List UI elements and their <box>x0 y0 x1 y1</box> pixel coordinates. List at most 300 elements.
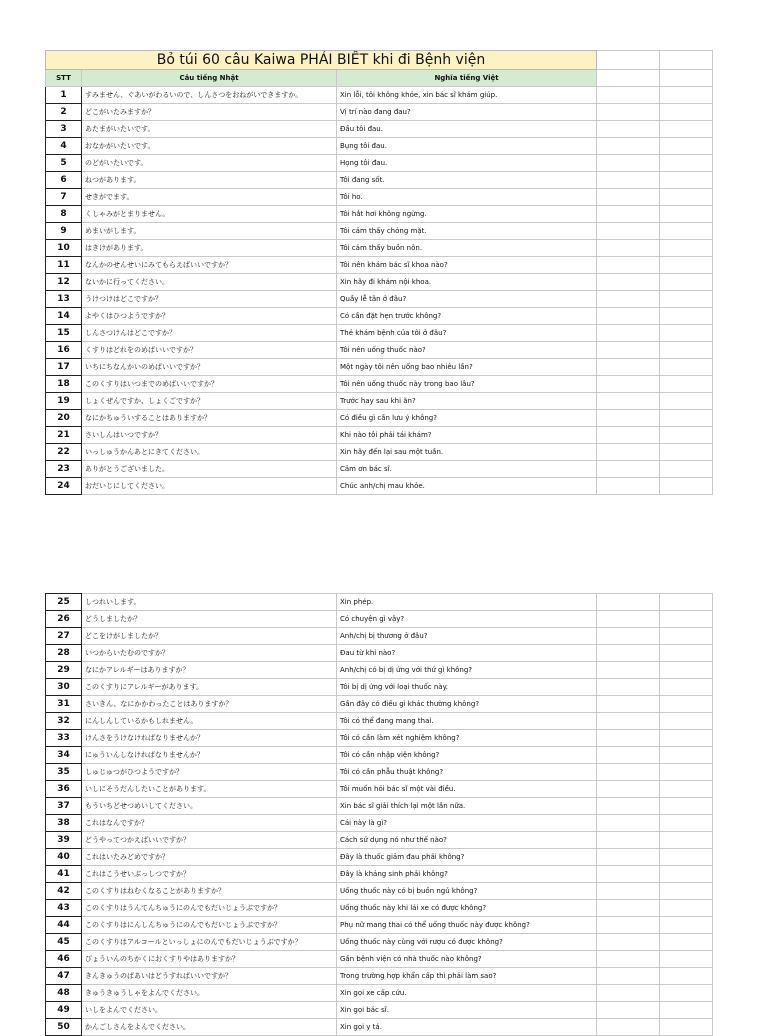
row-number: 16 <box>46 342 82 359</box>
row-number: 20 <box>46 410 82 427</box>
phrase-row <box>46 730 713 747</box>
japanese-phrase: さいきん、なにかかわったことはありますか？ <box>82 696 337 713</box>
empty-cell <box>597 87 660 104</box>
empty-cell <box>660 87 713 104</box>
row-number: 3 <box>46 121 82 138</box>
vietnamese-meaning: Phụ nữ mang thai có thể uống thuốc này được không? <box>337 917 597 934</box>
empty-cell <box>597 849 660 866</box>
empty-cell <box>660 223 713 240</box>
vietnamese-meaning: Xin bác sĩ giải thích lại một lần nữa. <box>337 798 597 815</box>
row-number: 42 <box>46 883 82 900</box>
empty-cell <box>597 866 660 883</box>
empty-cell <box>660 968 713 985</box>
empty-cell <box>660 444 713 461</box>
vietnamese-meaning: Quầy lễ tân ở đâu? <box>337 291 597 308</box>
row-number: 49 <box>46 1002 82 1019</box>
empty-cell <box>660 342 713 359</box>
empty-cell <box>597 376 660 393</box>
phrase-row <box>46 427 713 444</box>
vietnamese-meaning: Gần đây có điều gì khác thường không? <box>337 696 597 713</box>
japanese-phrase: いしにそうだんしたいことがあります。 <box>82 781 337 798</box>
empty-cell <box>597 478 660 495</box>
japanese-phrase: きゅうきゅうしゃをよんでください。 <box>82 985 337 1002</box>
japanese-phrase: いしをよんでください。 <box>82 1002 337 1019</box>
empty-cell <box>597 342 660 359</box>
vietnamese-meaning: Xin gọi xe cấp cứu. <box>337 985 597 1002</box>
row-number: 28 <box>46 645 82 662</box>
phrase-row <box>46 478 713 495</box>
phrase-row <box>46 257 713 274</box>
empty-cell <box>660 866 713 883</box>
vietnamese-meaning: Đây là thuốc giảm đau phải không? <box>337 849 597 866</box>
row-number: 32 <box>46 713 82 730</box>
row-number: 7 <box>46 189 82 206</box>
row-number: 15 <box>46 325 82 342</box>
vietnamese-meaning: Tôi bị dị ứng với loại thuốc này. <box>337 679 597 696</box>
empty-cell <box>597 325 660 342</box>
empty-cell <box>660 934 713 951</box>
row-number: 31 <box>46 696 82 713</box>
row-number: 18 <box>46 376 82 393</box>
vietnamese-meaning: Uống thuốc này có bị buồn ngủ không? <box>337 883 597 900</box>
empty-cell <box>660 662 713 679</box>
row-number: 33 <box>46 730 82 747</box>
vietnamese-meaning: Tôi có cần làm xét nghiệm không? <box>337 730 597 747</box>
empty-cell <box>660 628 713 645</box>
phrase-row <box>46 342 713 359</box>
vietnamese-meaning: Họng tôi đau. <box>337 155 597 172</box>
empty-cell <box>597 900 660 917</box>
vietnamese-meaning: Xin gọi y tá. <box>337 1019 597 1036</box>
empty-cell <box>660 696 713 713</box>
phrase-row <box>46 985 713 1002</box>
vietnamese-meaning: Tôi hắt hơi không ngừng. <box>337 206 597 223</box>
row-number: 19 <box>46 393 82 410</box>
vietnamese-meaning: Tôi có thể đang mang thai. <box>337 713 597 730</box>
empty-cell <box>660 410 713 427</box>
row-number: 8 <box>46 206 82 223</box>
phrase-row <box>46 325 713 342</box>
empty-cell <box>597 883 660 900</box>
japanese-phrase: なにかアレルギーはありますか？ <box>82 662 337 679</box>
phrase-row <box>46 917 713 934</box>
phrase-table-top <box>45 50 713 495</box>
empty-cell <box>660 849 713 866</box>
vietnamese-meaning: Vị trí nào đang đau? <box>337 104 597 121</box>
vietnamese-meaning: Cảm ơn bác sĩ. <box>337 461 597 478</box>
empty-cell <box>597 968 660 985</box>
phrase-row <box>46 968 713 985</box>
row-number: 24 <box>46 478 82 495</box>
row-number: 36 <box>46 781 82 798</box>
japanese-phrase: くすりはどれをのめばいいですか？ <box>82 342 337 359</box>
vietnamese-meaning: Tôi có cần phẫu thuật không? <box>337 764 597 781</box>
vietnamese-meaning: Xin gọi bác sĩ. <box>337 1002 597 1019</box>
empty-cell <box>597 645 660 662</box>
empty-cell <box>660 798 713 815</box>
empty-cell <box>597 917 660 934</box>
header-jp: Câu tiếng Nhật <box>82 70 337 87</box>
vietnamese-meaning: Tôi muốn hỏi bác sĩ một vài điều. <box>337 781 597 798</box>
empty-cell <box>597 934 660 951</box>
japanese-phrase: すみません、ぐあいがわるいので、しんさつをおねがいできますか。 <box>82 87 337 104</box>
row-number: 29 <box>46 662 82 679</box>
vietnamese-meaning: Tôi cảm thấy buồn nôn. <box>337 240 597 257</box>
vietnamese-meaning: Uống thuốc này cùng với rượu có được không? <box>337 934 597 951</box>
row-number: 45 <box>46 934 82 951</box>
japanese-phrase: このくすりはいつまでのめばいいですか？ <box>82 376 337 393</box>
vietnamese-meaning: Đây là kháng sinh phải không? <box>337 866 597 883</box>
empty-cell <box>660 155 713 172</box>
empty-cell <box>597 189 660 206</box>
phrase-row <box>46 206 713 223</box>
row-number: 37 <box>46 798 82 815</box>
row-number: 12 <box>46 274 82 291</box>
empty-cell <box>597 713 660 730</box>
vietnamese-meaning: Đầu tôi đau. <box>337 121 597 138</box>
row-number: 40 <box>46 849 82 866</box>
empty-cell <box>597 747 660 764</box>
empty-cell <box>597 291 660 308</box>
row-number: 17 <box>46 359 82 376</box>
empty-cell <box>660 832 713 849</box>
empty-cell <box>660 781 713 798</box>
japanese-phrase: おなかがいたいです。 <box>82 138 337 155</box>
empty-cell <box>597 121 660 138</box>
japanese-phrase: けんさをうけなければなりませんか？ <box>82 730 337 747</box>
row-number: 1 <box>46 87 82 104</box>
empty-cell <box>597 410 660 427</box>
empty-cell <box>660 51 713 70</box>
empty-cell <box>660 747 713 764</box>
empty-cell <box>660 900 713 917</box>
vietnamese-meaning: Cái này là gì? <box>337 815 597 832</box>
vietnamese-meaning: Có chuyện gì vậy? <box>337 611 597 628</box>
empty-cell <box>660 1002 713 1019</box>
phrase-row <box>46 696 713 713</box>
japanese-phrase: にゅういんしなければなりませんか？ <box>82 747 337 764</box>
vietnamese-meaning: Một ngày tôi nên uống bao nhiêu lần? <box>337 359 597 376</box>
japanese-phrase: おだいじにしてください。 <box>82 478 337 495</box>
phrase-row <box>46 172 713 189</box>
row-number: 44 <box>46 917 82 934</box>
vietnamese-meaning: Anh/chị bị thương ở đâu? <box>337 628 597 645</box>
phrase-row <box>46 240 713 257</box>
empty-cell <box>660 679 713 696</box>
empty-cell <box>660 427 713 444</box>
japanese-phrase: しんさつけんはどこですか？ <box>82 325 337 342</box>
phrase-row <box>46 138 713 155</box>
japanese-phrase: これはこうせいぶっしつですか？ <box>82 866 337 883</box>
phrase-row <box>46 645 713 662</box>
japanese-phrase: せきがでます。 <box>82 189 337 206</box>
vietnamese-meaning: Tôi có cần nhập viện không? <box>337 747 597 764</box>
row-number: 48 <box>46 985 82 1002</box>
empty-cell <box>660 104 713 121</box>
phrase-row <box>46 359 713 376</box>
japanese-phrase: なんかのせんせいにみてもらえばいいですか？ <box>82 257 337 274</box>
japanese-phrase: このくすりはにんしんちゅうにのんでもだいじょうぶですか？ <box>82 917 337 934</box>
vietnamese-meaning: Gần bệnh viện có nhà thuốc nào không? <box>337 951 597 968</box>
phrase-row <box>46 189 713 206</box>
empty-cell <box>597 444 660 461</box>
phrase-row <box>46 104 713 121</box>
japanese-phrase: はきけがあります。 <box>82 240 337 257</box>
phrase-row <box>46 713 713 730</box>
phrase-row <box>46 444 713 461</box>
empty-cell <box>660 985 713 1002</box>
empty-cell <box>660 917 713 934</box>
empty-cell <box>660 359 713 376</box>
phrase-row <box>46 223 713 240</box>
empty-cell <box>660 325 713 342</box>
row-number: 11 <box>46 257 82 274</box>
row-number: 43 <box>46 900 82 917</box>
row-number: 38 <box>46 815 82 832</box>
phrase-row <box>46 832 713 849</box>
empty-cell <box>660 951 713 968</box>
empty-cell <box>660 376 713 393</box>
phrase-row <box>46 393 713 410</box>
phrase-row <box>46 679 713 696</box>
empty-cell <box>660 121 713 138</box>
empty-cell <box>597 393 660 410</box>
vietnamese-meaning: Tôi nên khám bác sĩ khoa nào? <box>337 257 597 274</box>
empty-cell <box>597 51 660 70</box>
vietnamese-meaning: Xin lỗi, tôi không khỏe, xin bác sĩ khám giúp. <box>337 87 597 104</box>
row-number: 46 <box>46 951 82 968</box>
japanese-phrase: しつれいします。 <box>82 594 337 611</box>
phrase-row <box>46 611 713 628</box>
empty-cell <box>597 679 660 696</box>
empty-cell <box>597 240 660 257</box>
empty-cell <box>597 951 660 968</box>
phrase-row <box>46 866 713 883</box>
row-number: 47 <box>46 968 82 985</box>
empty-cell <box>597 206 660 223</box>
vietnamese-meaning: Đau từ khi nào? <box>337 645 597 662</box>
empty-cell <box>597 70 660 87</box>
phrase-row <box>46 815 713 832</box>
row-number: 10 <box>46 240 82 257</box>
header-vi: Nghĩa tiếng Việt <box>337 70 597 87</box>
empty-cell <box>597 257 660 274</box>
empty-cell <box>597 172 660 189</box>
row-number: 2 <box>46 104 82 121</box>
vietnamese-meaning: Xin hãy đi khám nội khoa. <box>337 274 597 291</box>
vietnamese-meaning: Trước hay sau khi ăn? <box>337 393 597 410</box>
empty-cell <box>597 628 660 645</box>
phrase-row <box>46 951 713 968</box>
phrase-row <box>46 781 713 798</box>
empty-cell <box>660 730 713 747</box>
empty-cell <box>597 427 660 444</box>
vietnamese-meaning: Có điều gì cần lưu ý không? <box>337 410 597 427</box>
japanese-phrase: このくすりはねむくなることがありますか？ <box>82 883 337 900</box>
phrase-row <box>46 1019 713 1036</box>
phrase-row <box>46 594 713 611</box>
japanese-phrase: びょういんのちかくにおくすりやはありますか？ <box>82 951 337 968</box>
empty-cell <box>597 1002 660 1019</box>
phrase-row <box>46 410 713 427</box>
row-number: 21 <box>46 427 82 444</box>
vietnamese-meaning: Tôi nên uống thuốc này trong bao lâu? <box>337 376 597 393</box>
japanese-phrase: くしゃみがとまりません。 <box>82 206 337 223</box>
empty-cell <box>597 832 660 849</box>
japanese-phrase: あたまがいたいです。 <box>82 121 337 138</box>
empty-cell <box>660 70 713 87</box>
vietnamese-meaning: Xin phép. <box>337 594 597 611</box>
japanese-phrase: かんごしさんをよんでください。 <box>82 1019 337 1036</box>
empty-cell <box>597 594 660 611</box>
phrase-row <box>46 1002 713 1019</box>
phrase-row <box>46 900 713 917</box>
row-number: 30 <box>46 679 82 696</box>
empty-cell <box>597 1019 660 1036</box>
phrase-row <box>46 308 713 325</box>
empty-cell <box>660 645 713 662</box>
row-number: 34 <box>46 747 82 764</box>
empty-cell <box>660 1019 713 1036</box>
row-number: 23 <box>46 461 82 478</box>
empty-cell <box>597 138 660 155</box>
empty-cell <box>660 172 713 189</box>
vietnamese-meaning: Khi nào tôi phải tái khám? <box>337 427 597 444</box>
empty-cell <box>597 730 660 747</box>
vietnamese-meaning: Uống thuốc này khi lái xe có được không? <box>337 900 597 917</box>
vietnamese-meaning: Chúc anh/chị mau khỏe. <box>337 478 597 495</box>
empty-cell <box>660 206 713 223</box>
empty-cell <box>597 223 660 240</box>
empty-cell <box>660 594 713 611</box>
empty-cell <box>597 359 660 376</box>
japanese-phrase: にんしんしているかもしれません。 <box>82 713 337 730</box>
vietnamese-meaning: Bụng tôi đau. <box>337 138 597 155</box>
empty-cell <box>660 274 713 291</box>
japanese-phrase: どこをけがしましたか？ <box>82 628 337 645</box>
empty-cell <box>660 240 713 257</box>
japanese-phrase: しゅじゅつがひつようですか？ <box>82 764 337 781</box>
row-number: 14 <box>46 308 82 325</box>
japanese-phrase: しょくぜんですか、しょくごですか？ <box>82 393 337 410</box>
empty-cell <box>660 291 713 308</box>
empty-cell <box>660 764 713 781</box>
row-number: 39 <box>46 832 82 849</box>
empty-cell <box>660 883 713 900</box>
japanese-phrase: のどがいたいです。 <box>82 155 337 172</box>
japanese-phrase: なにかちゅういすることはありますか？ <box>82 410 337 427</box>
japanese-phrase: いつからいたむのですか？ <box>82 645 337 662</box>
empty-cell <box>597 308 660 325</box>
empty-cell <box>660 611 713 628</box>
empty-cell <box>660 713 713 730</box>
empty-cell <box>597 274 660 291</box>
phrase-row <box>46 87 713 104</box>
phrase-row <box>46 461 713 478</box>
japanese-phrase: どうしましたか？ <box>82 611 337 628</box>
vietnamese-meaning: Thẻ khám bệnh của tôi ở đâu? <box>337 325 597 342</box>
japanese-phrase: ないかに行ってください。 <box>82 274 337 291</box>
empty-cell <box>597 815 660 832</box>
phrase-row <box>46 934 713 951</box>
row-number: 41 <box>46 866 82 883</box>
row-number: 4 <box>46 138 82 155</box>
empty-cell <box>597 764 660 781</box>
vietnamese-meaning: Xin hãy đến lại sau một tuần. <box>337 444 597 461</box>
row-number: 26 <box>46 611 82 628</box>
empty-cell <box>597 662 660 679</box>
phrase-row <box>46 274 713 291</box>
japanese-phrase: ありがとうございました。 <box>82 461 337 478</box>
empty-cell <box>597 696 660 713</box>
empty-cell <box>660 478 713 495</box>
phrase-row <box>46 849 713 866</box>
japanese-phrase: もういちどせつめいしてください。 <box>82 798 337 815</box>
vietnamese-meaning: Có cần đặt hẹn trước không? <box>337 308 597 325</box>
vietnamese-meaning: Tôi nên uống thuốc nào? <box>337 342 597 359</box>
japanese-phrase: このくすりはうんてんちゅうにのんでもだいじょうぶですか？ <box>82 900 337 917</box>
vietnamese-meaning: Cách sử dụng nó như thế nào? <box>337 832 597 849</box>
phrase-row <box>46 155 713 172</box>
japanese-phrase: さいしんはいつですか？ <box>82 427 337 444</box>
sheet-title: Bỏ túi 60 câu Kaiwa PHẢI BIẾT khi đi Bệnh viện <box>46 51 597 70</box>
japanese-phrase: いっしゅうかんあとにきてください。 <box>82 444 337 461</box>
phrase-row <box>46 798 713 815</box>
japanese-phrase: どうやってつかえばいいですか？ <box>82 832 337 849</box>
empty-cell <box>660 393 713 410</box>
japanese-phrase: めまいがします。 <box>82 223 337 240</box>
japanese-phrase: このくすりはアルコールといっしょにのんでもだいじょうぶですか？ <box>82 934 337 951</box>
header-stt: STT <box>46 70 82 87</box>
phrase-table-bottom <box>45 593 713 1036</box>
empty-cell <box>597 781 660 798</box>
phrase-row <box>46 376 713 393</box>
phrase-row <box>46 747 713 764</box>
phrase-row <box>46 764 713 781</box>
vietnamese-meaning: Anh/chị có bị dị ứng với thứ gì không? <box>337 662 597 679</box>
empty-cell <box>660 257 713 274</box>
row-number: 5 <box>46 155 82 172</box>
empty-cell <box>660 308 713 325</box>
japanese-phrase: うけつけはどこですか？ <box>82 291 337 308</box>
row-number: 50 <box>46 1019 82 1036</box>
row-number: 27 <box>46 628 82 645</box>
japanese-phrase: このくすりにアレルギーがあります。 <box>82 679 337 696</box>
row-number: 35 <box>46 764 82 781</box>
japanese-phrase: ねつがあります。 <box>82 172 337 189</box>
vietnamese-meaning: Tôi ho. <box>337 189 597 206</box>
empty-cell <box>597 798 660 815</box>
row-number: 13 <box>46 291 82 308</box>
japanese-phrase: これはいたみどめですか？ <box>82 849 337 866</box>
phrase-row <box>46 121 713 138</box>
phrase-row <box>46 628 713 645</box>
empty-cell <box>597 985 660 1002</box>
empty-cell <box>597 155 660 172</box>
empty-cell <box>660 815 713 832</box>
empty-cell <box>660 189 713 206</box>
empty-cell <box>597 611 660 628</box>
japanese-phrase: どこがいたみますか？ <box>82 104 337 121</box>
empty-cell <box>597 461 660 478</box>
japanese-phrase: よやくはひつようですか？ <box>82 308 337 325</box>
vietnamese-meaning: Tôi cảm thấy chóng mặt. <box>337 223 597 240</box>
japanese-phrase: これはなんですか？ <box>82 815 337 832</box>
japanese-phrase: いちにちなんかいのめばいいですか？ <box>82 359 337 376</box>
empty-cell <box>660 138 713 155</box>
vietnamese-meaning: Trong trường hợp khẩn cấp thì phải làm sao? <box>337 968 597 985</box>
phrase-row <box>46 883 713 900</box>
